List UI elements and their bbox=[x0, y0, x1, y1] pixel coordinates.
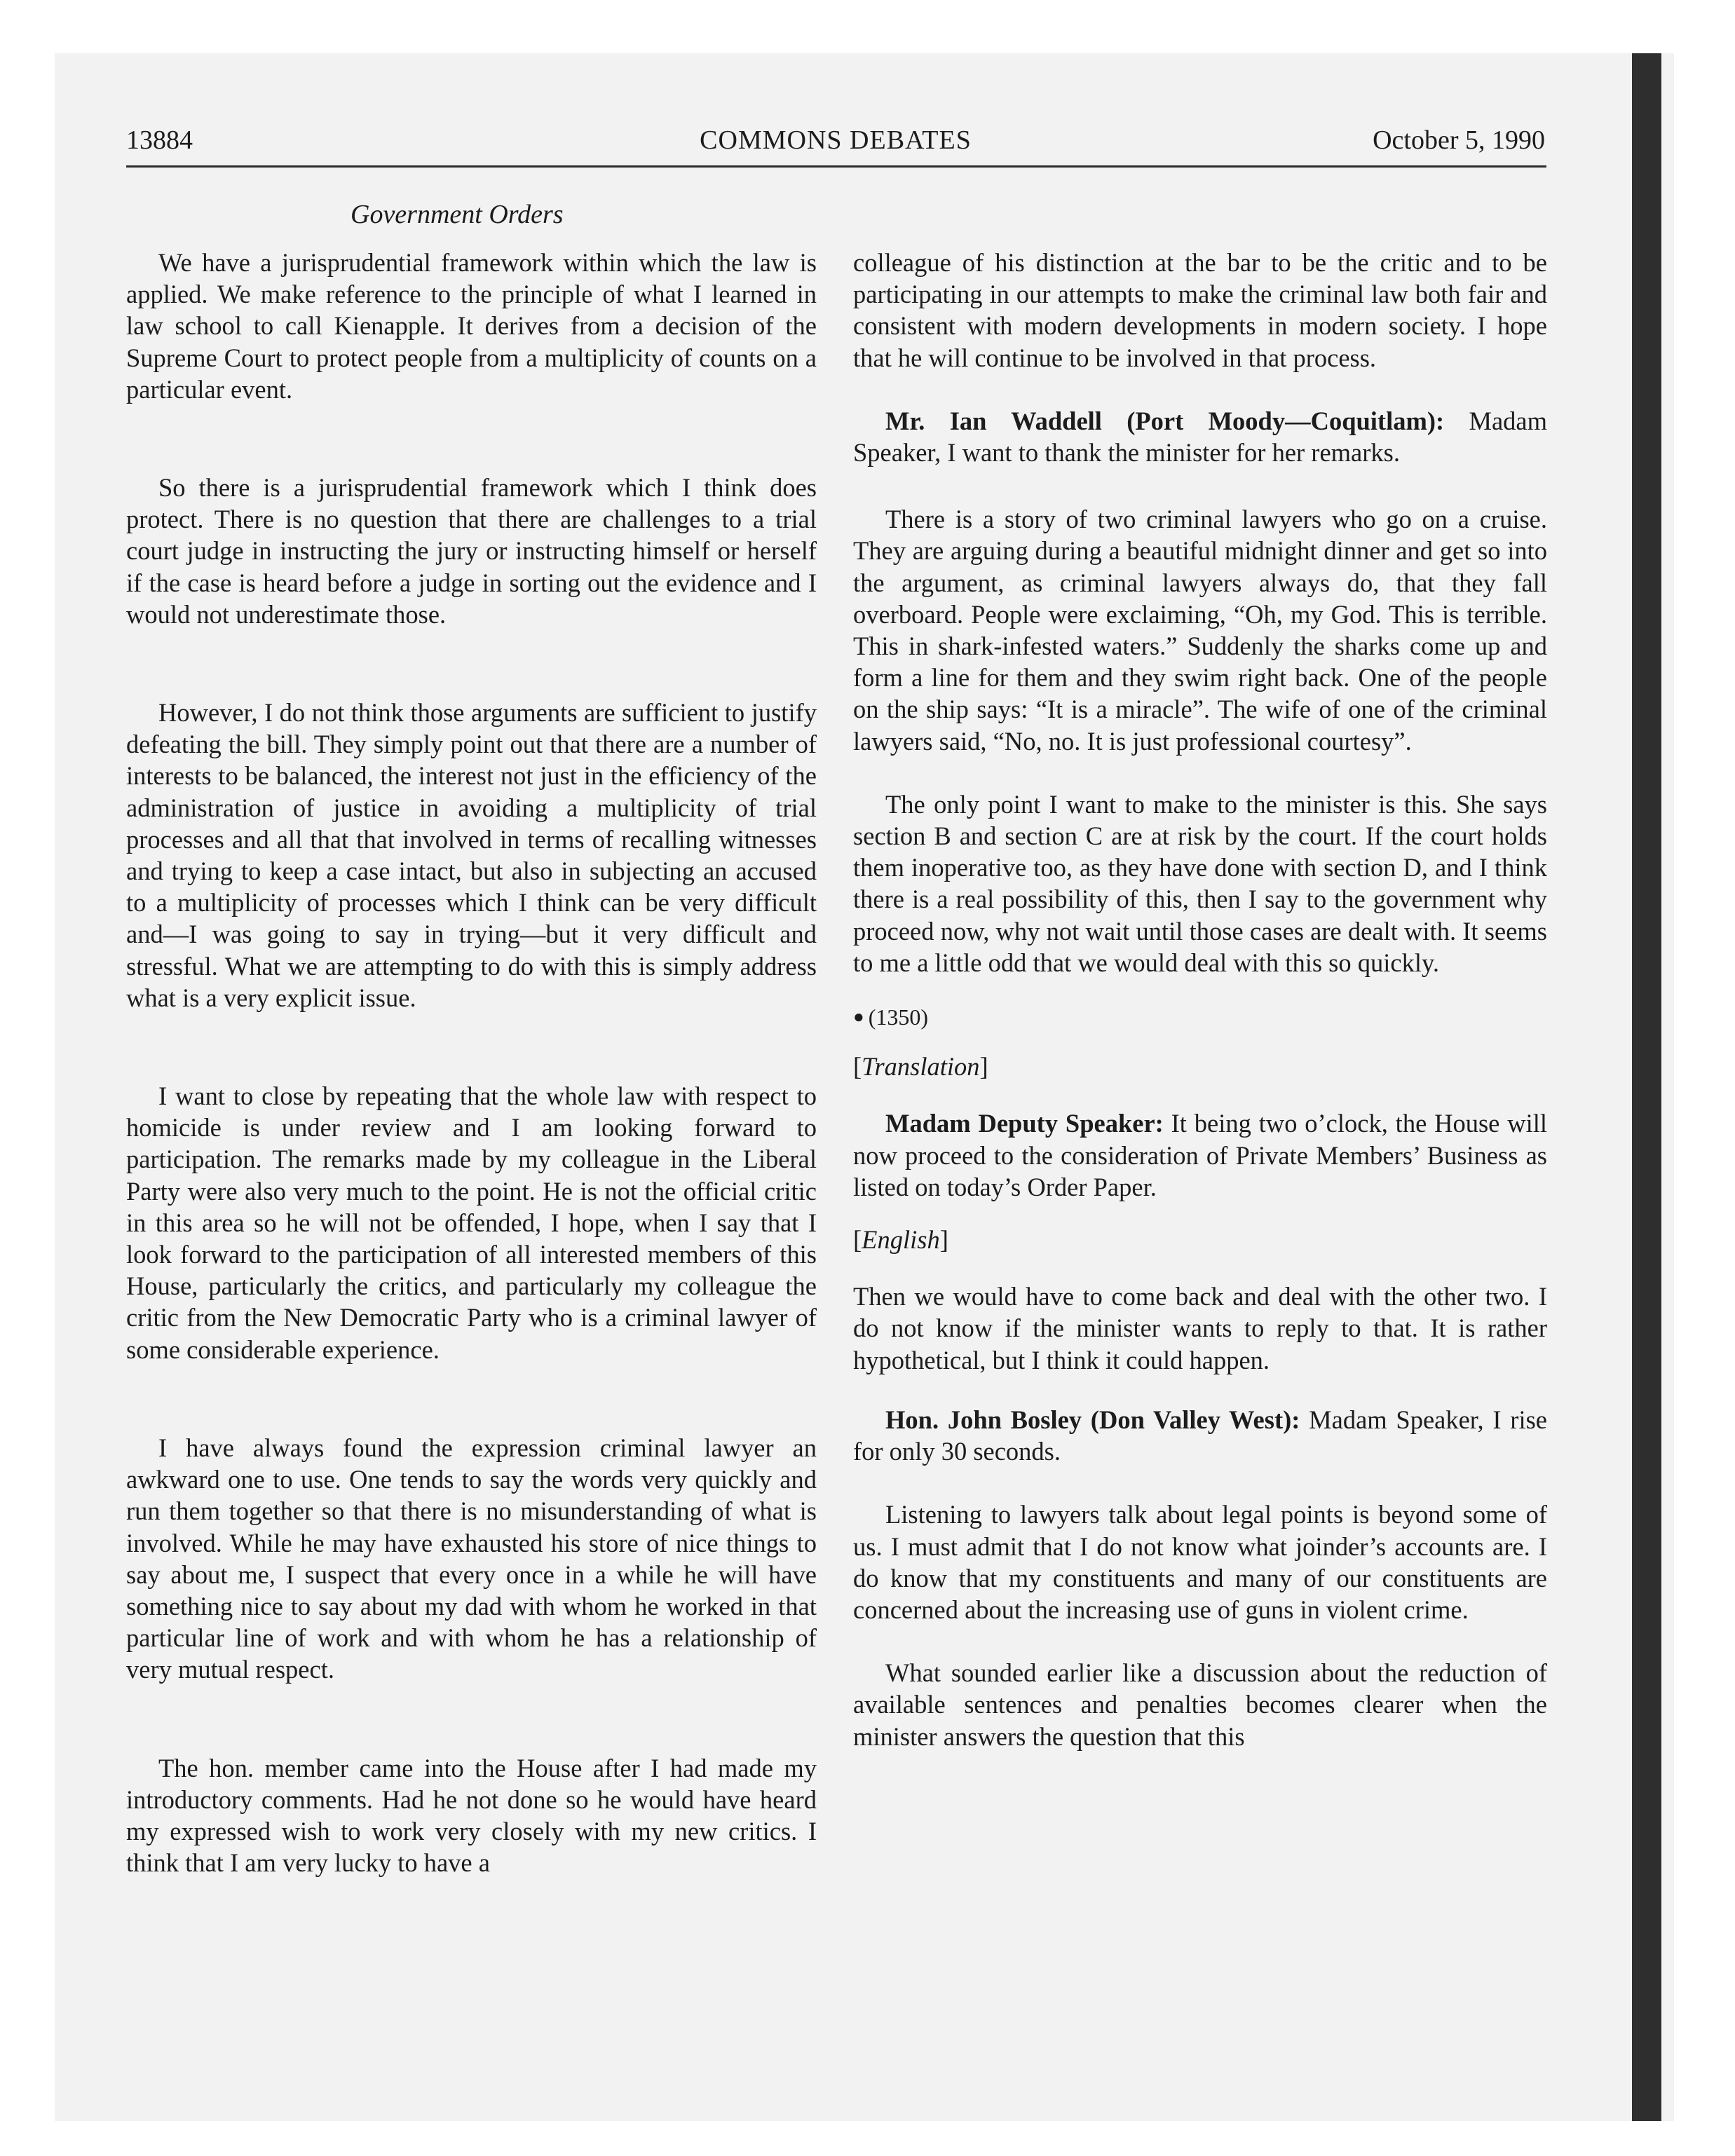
left-paragraph-3: However, I do not think those arguments are sufficient to justify defeating the bill. They simply point out that there are a number of interests to be balanced, the interest not just in the efficiency of the administration of justice in avoiding a multiplicity of trial processes and all that that involved in terms of recalling witnesses and trying to keep a case intact, but also in subjecting an accused to a multiplicity of processes which I think can be very difficult and—I was going to say in trying—but it very difficult and stressful. What we are attempting to do with this is simply address what is a very explicit issue. bbox=[126, 698, 817, 1012]
page-header bbox=[126, 125, 1545, 164]
speech-bosley bbox=[853, 1404, 1547, 1467]
left-paragraph-5: I have always found the expression criminal lawyer an awkward one to use. One tends to say the words very quickly and run them together so that there is no misunderstanding of what is involved. While he may have exhausted his store of nice things to say about me, I suspect that every once in a while he will have something nice to say about my dad with whom he worked in that particular line of work and with whom he has a relationship of very mutual respect. bbox=[126, 1433, 817, 1684]
bracket-close: ] bbox=[939, 1225, 948, 1255]
speaker-name: Mr. Ian Waddell (Port Moody—Coquitlam): bbox=[885, 406, 1445, 435]
speech-waddell bbox=[853, 405, 1547, 468]
time-marker bbox=[853, 1001, 1547, 1033]
speech-text: It being two o’clock, the House will now proceed to the consideration of Private Members’ Business as listed on today’s Order Paper. bbox=[853, 1109, 1547, 1201]
right-paragraph-9: What sounded earlier like a discussion about the reduction of available sentences and penalties becomes clearer when the minister answers the question that this bbox=[853, 1658, 1547, 1751]
speech-deputy-speaker bbox=[853, 1107, 1547, 1203]
right-paragraph-4: The only point I want to make to the minister is this. She says section B and section C are at risk by the court. If the court holds them inoperative too, as they have done with section D, and I think there is a real possibility of this, then I say to the government why proceed now, why not wait until those cases are dealt with. It seems to me a little odd that we would deal with this so quickly. bbox=[853, 789, 1547, 977]
bullet-icon: ● bbox=[853, 1007, 864, 1028]
page-date: October 5, 1990 bbox=[1373, 125, 1545, 155]
bracket-open: [ bbox=[853, 1225, 862, 1255]
publication-title: COMMONS DEBATES bbox=[700, 125, 972, 155]
right-paragraph-6: Then we would have to come back and deal with the other two. I do not know if the minister wants to reply to that. It is rather hypothetical, but I think it could happen. bbox=[853, 1282, 1547, 1374]
section-title: Government Orders bbox=[351, 200, 564, 229]
left-paragraph-1: We have a jurisprudential framework within which the law is applied. We make reference to the principle of what I learned in law school to call Kienapple. It derives from a decision of the Supreme Court to protect people from a multiplicity of counts on a particular event. bbox=[126, 248, 817, 404]
translation-label bbox=[853, 1051, 1547, 1082]
page-number: 13884 bbox=[126, 125, 193, 155]
left-paragraph-6: The hon. member came into the House after I had made my introductory comments. Had he not done so he would have heard my expressed wish to work very closely with my new critics. I think that I am very lucky to have a bbox=[126, 1753, 817, 1878]
english-label bbox=[853, 1224, 1547, 1255]
right-paragraph-3: There is a story of two criminal lawyers who go on a cruise. They are arguing during a beautiful midnight dinner and get so into the argument, as criminal lawyers always do, that they fall overboard. People were exclaiming, “Oh, my God. This is terrible. This in shark-infested waters.” Suddenly the sharks come up and form a line for them and they swim right back. One of the people on the ship says: “It is a miracle”. The wife of one of the criminal lawyers said, “No, no. It is just professional courtesy”. bbox=[853, 505, 1547, 756]
speech-text: Madam Speaker, I rise for only 30 seconds. bbox=[853, 1405, 1547, 1466]
time-marker-text: (1350) bbox=[868, 1004, 929, 1030]
right-paragraph-1: colleague of his distinction at the bar to be the critic and to be participating in our attempts to make the criminal law both fair and consistent with modern developments in modern society. I hope that he will continue to be involved in that process. bbox=[853, 248, 1547, 372]
speech-text: Madam Speaker, I want to thank the minister for her remarks. bbox=[853, 406, 1547, 468]
translation-text: Translation bbox=[862, 1052, 980, 1082]
left-column bbox=[126, 247, 817, 1878]
bracket-open: [ bbox=[853, 1052, 862, 1082]
bracket-close: ] bbox=[979, 1052, 988, 1082]
right-column bbox=[853, 247, 1547, 1752]
scan-edge-bar bbox=[1632, 53, 1661, 2121]
header-rule bbox=[126, 165, 1546, 168]
right-paragraph-8: Listening to lawyers talk about legal points is beyond some of us. I must admit that I do not know what joinder’s accounts are. I do know that my constituents and many of our constituents are concerned about the increasing use of guns in violent crime. bbox=[853, 1500, 1547, 1624]
left-paragraph-4: I want to close by repeating that the whole law with respect to homicide is under review and I am looking forward to participation. The remarks made by my colleague in the Liberal Party were also very much to the point. He is not the official critic in this area so he will not be offended, I hope, when I say that I look forward to the participation of all interested members of this House, particularly the critics, and particularly my colleague the critic from the New Democratic Party who is a criminal lawyer of some considerable experience. bbox=[126, 1082, 817, 1364]
speaker-name: Madam Deputy Speaker: bbox=[885, 1109, 1164, 1138]
left-paragraph-2: So there is a jurisprudential framework which I think does protect. There is no question that there are challenges to a trial court judge in instructing the jury or instructing himself or herself if the case is heard before a judge in sorting out the evidence and I would not underestimate those. bbox=[126, 473, 817, 629]
speaker-name: Hon. John Bosley (Don Valley West): bbox=[885, 1405, 1300, 1434]
english-text: English bbox=[862, 1225, 940, 1255]
